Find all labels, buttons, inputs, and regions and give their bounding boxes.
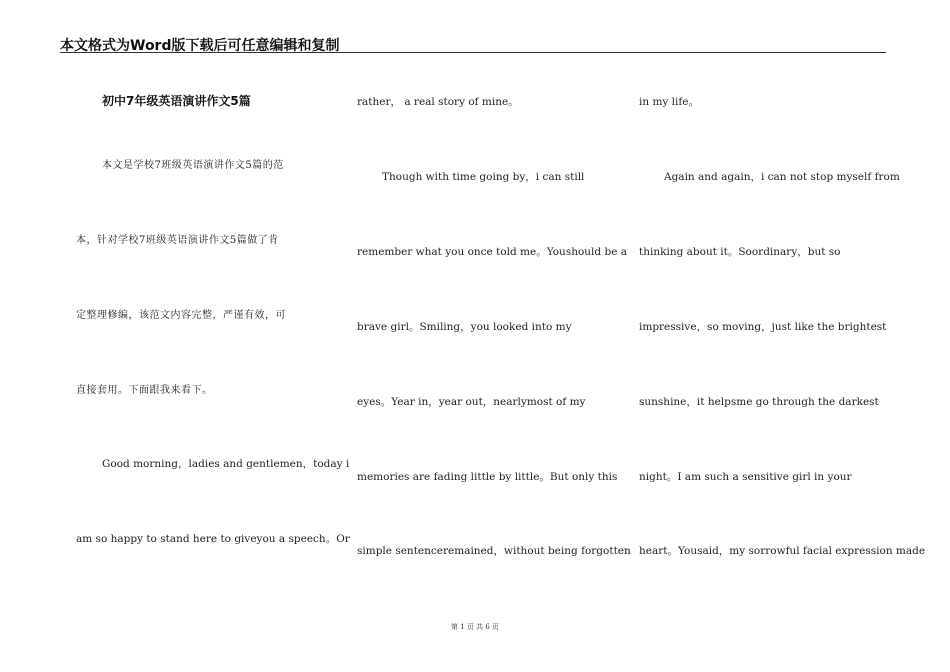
paragraph-line: eyes。Year in，year out，nearlymost of my [357,396,586,408]
paragraph-line: in my life。 [639,96,700,108]
paragraph-line: Though with time going by，i can still [382,171,585,183]
paragraph-line: thinking about it。Soordinary，but so [639,246,841,258]
paragraph-line: impressive，so moving，just like the brightest [639,321,887,333]
paragraph-line: am so happy to stand here to giveyou a speech。Or [76,533,350,545]
paragraph-line: brave girl。Smiling，you looked into my [357,321,572,333]
paragraph-line: 本，针对学校7班级英语演讲作文5篇做了肯 [76,235,279,246]
paragraph-line: 直接套用。下面跟我来看下。 [76,385,213,396]
paragraph-line: memories are fading little by little。But only this [357,471,618,483]
paragraph-line: heart。Yousaid，my sorrowful facial expression made [639,545,926,557]
paragraph-line: 定整理修编，该范文内容完整，严谨有效，可 [76,310,286,321]
paragraph-line: Good morning，ladies and gentlemen，today i [102,458,350,470]
paragraph-line: night。I am such a sensitive girl in your [639,471,852,483]
document-title: 初中7年级英语演讲作文5篇 [102,94,251,108]
paragraph-line: sunshine，it helpsme go through the darkest [639,396,879,408]
paragraph-line: simple sentenceremained，without being forgotten [357,545,631,557]
paragraph-line: remember what you once told me。Youshould be a [357,246,628,258]
document-header-title: 本文格式为Word版下载后可任意编辑和复制 [60,38,340,54]
paragraph-line: rather， a real story of mine。 [357,96,519,108]
page-number-footer: 第 1 页 共 6 页 [450,623,500,631]
header-divider [60,52,886,53]
paragraph-line: Again and again，i can not stop myself from [664,171,900,183]
paragraph-line: 本文是学校7班级英语演讲作文5篇的范 [102,160,284,171]
